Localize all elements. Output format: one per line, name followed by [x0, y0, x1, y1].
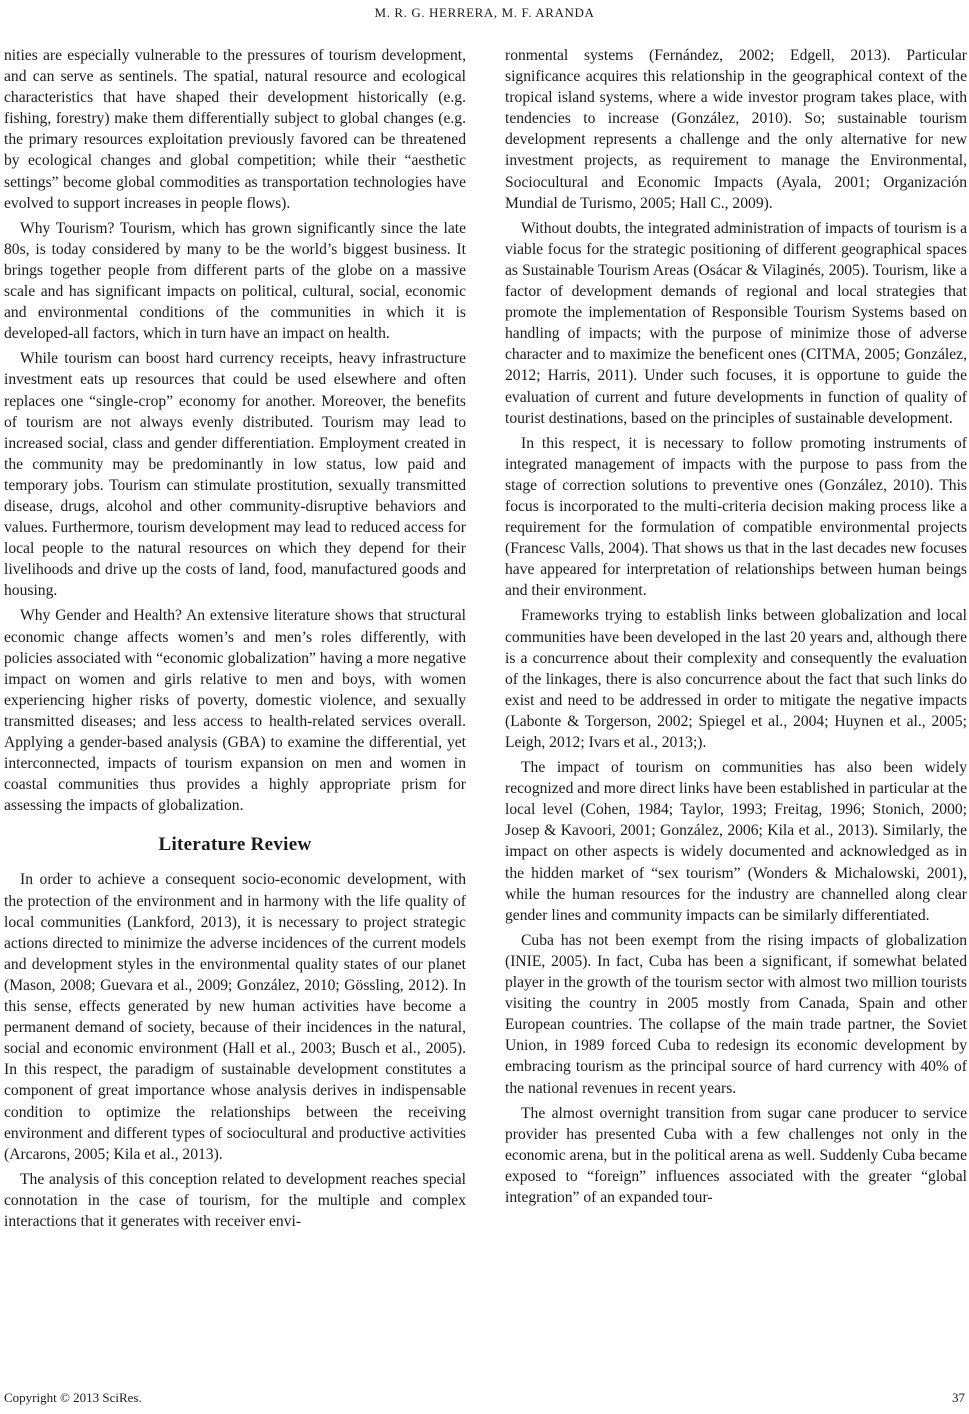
paragraph: In this respect, it is necessary to follow promoting instruments of integrated management of impacts with the purpose to pass from the stage of correction solutions to preventive ones (González, 2010). This focus is incorporated to the multi-criteria decision making process like a requirement for the formulation of compatible environmental projects (Francesc Valls, 2004). That shows us that in the last decades new focuses have appeared for interpretation of relationships between human beings and their environment.	[505, 434, 967, 600]
paragraph: The analysis of this conception related to development reaches special connotation in the case of tourism, for the multiple and complex interactions that it generates with receiver envi-	[4, 1170, 466, 1230]
paragraph: ronmental systems (Fernández, 2002; Edgell, 2013). Particular significance acquires this relationship in the geographical context of the tropical island systems, where a wide investor program takes place, with tendencies to increase (González, 2010). So; sustainable tourism development represents a challenge and the only alternative for new investment projects, as requirement to manage the Environmental, Sociocultural and Economic Impacts (Ayala, 2001; Organización Mundial de Turismo, 2005; Hall C., 2009).	[505, 47, 967, 212]
paragraph: The almost overnight transition from sugar cane producer to service provider has presented Cuba with a few challenges not only in the economic arena, but in the political arena as well. Suddenly Cuba became exposed to “foreign” influences associated with the greater “global integration” of an expanded tour-	[505, 1104, 967, 1206]
page-number: 37	[952, 1390, 965, 1405]
right-column	[505, 45, 967, 1212]
paragraph: Why Gender and Health? An extensive literature shows that structural economic change affects women’s and men’s roles differently, with policies associated with “economic globalization” having a more negative impact on women and girls relative to men and boys, with women experiencing higher risks of poverty, domestic violence, and sexually transmitted diseases; and less access to health-related services overall. Applying a gender-based analysis (GBA) to examine the differential, yet interconnected, impacts of tourism expansion on men and women in coastal communities thus provides a highly appropriate prism for assessing the impacts of globalization.	[4, 607, 466, 815]
paragraph: nities are especially vulnerable to the pressures of tourism development, and can serve as sentinels. The spatial, natural resource and ecological characteristics that have shaped their development historically (e.g. fishing, forestry) make them differentially subject to global changes (e.g. the primary resources exploitation previously favored can be threatened by ecological changes and global competition; while their “aesthetic settings” become global commodities as transportation technologies have evolved to support increases in people flows).	[4, 47, 466, 212]
left-column	[4, 45, 466, 1236]
section-heading: Literature Review	[158, 834, 312, 856]
copyright-notice: Copyright © 2013 SciRes.	[4, 1390, 142, 1405]
paragraph: Without doubts, the integrated administration of impacts of tourism is a viable focus for the strategic positioning of different geographical spaces as Sustainable Tourism Areas (Osácar & Vilaginés, 2005). Tourism, like a factor of development demands of regional and local strategies that promote the implementation of Responsible Tourism Systems based on handling of impacts; with the purpose of minimize those of adverse character and to maximize the beneficent ones (CITMA, 2005; González, 2012; Harris, 2011). Under such focuses, it is opportune to guide the evaluation of current and future developments in function of quality of tourist destinations, based on the principles of sustainable development.	[505, 219, 967, 427]
paragraph: In order to achieve a consequent socio-economic development, with the protection of the environment and in harmony with the life quality of local communities (Lankford, 2013), it is necessary to project strategic actions directed to minimize the adverse incidences of the current models and development styles in the environmental quality states of our planet (Mason, 2008; Guevara et al., 2009; González, 2010; Gössling, 2012). In this sense, effects generated by new human activities have become a permanent demand of society, because of their incidences in the natural, social and economic environment (Hall et al., 2003; Busch et al., 2005). In this respect, the paradigm of sustainable development constitutes a component of great importance whose analysis derives in indispensable condition to optimize the relationships between the receiving environment and different types of sociocultural and productive activities (Arcarons, 2005; Kila et al., 2013).	[4, 871, 466, 1163]
running-header: M. R. G. HERRERA, M. F. ARANDA	[374, 5, 595, 20]
paragraph: Why Tourism? Tourism, which has grown significantly since the late 80s, is today considered by many to be the world’s biggest business. It brings together people from different parts of the globe on a massive scale and has significant impacts on political, cultural, social, economic and environmental conditions of the communities in which it is developed-all factors, which in turn have an impact on health.	[4, 219, 466, 343]
paragraph: Frameworks trying to establish links between globalization and local communities have been developed in the last 20 years and, although there is a concurrence about their complexity and consequently the evaluation of the linkages, there is also concurrence about the fact that such links do exist and need to be addressed in order to mitigate the negative impacts (Labonte & Torgerson, 2002; Spiegel et al., 2004; Huynen et al., 2005; Leigh, 2012; Ivars et al., 2013;).	[505, 607, 967, 751]
paragraph: Cuba has not been exempt from the rising impacts of globalization (INIE, 2005). In fact, Cuba has been a significant, if somewhat belated player in the growth of the tourism sector with almost two million tourists visiting the country in 2005 mostly from Canada, Spain and other European countries. The collapse of the main trade partner, the Soviet Union, in 1989 forced Cuba to redesign its economic development by embracing tourism as the principal source of hard currency with 40% of the national revenues in recent years.	[505, 931, 967, 1097]
paragraph: While tourism can boost hard currency receipts, heavy infrastructure investment eats up resources that could be used elsewhere and often replaces one “single-crop” economy for another. Moreover, the benefits of tourism are not always evenly distributed. Tourism may lead to increased social, class and gender differentiation. Employment created in the community may be predominantly in low status, low paid and temporary jobs. Tourism can stimulate prostitution, sexually transmitted disease, drugs, alcohol and other community-disruptive behaviors and values. Furthermore, tourism development may lead to reduced access for local people to the natural resources on which they depend for their livelihoods and drive up the costs of land, food, manufactured goods and housing.	[4, 350, 466, 600]
paragraph: The impact of tourism on communities has also been widely recognized and more direct links have been established in particular at the local level (Cohen, 1984; Taylor, 1993; Freitag, 1996; Stonich, 2000; Josep & Kavoori, 2001; González, 2006; Kila et al., 2013). Similarly, the impact on other aspects is widely documented and acknowledged as in the hidden market of “sex tourism” (Wonders & Michalowski, 2001), while the human resources for the industry are channelled along clear gender lines and community impacts can be similarly differentiated.	[505, 759, 967, 924]
